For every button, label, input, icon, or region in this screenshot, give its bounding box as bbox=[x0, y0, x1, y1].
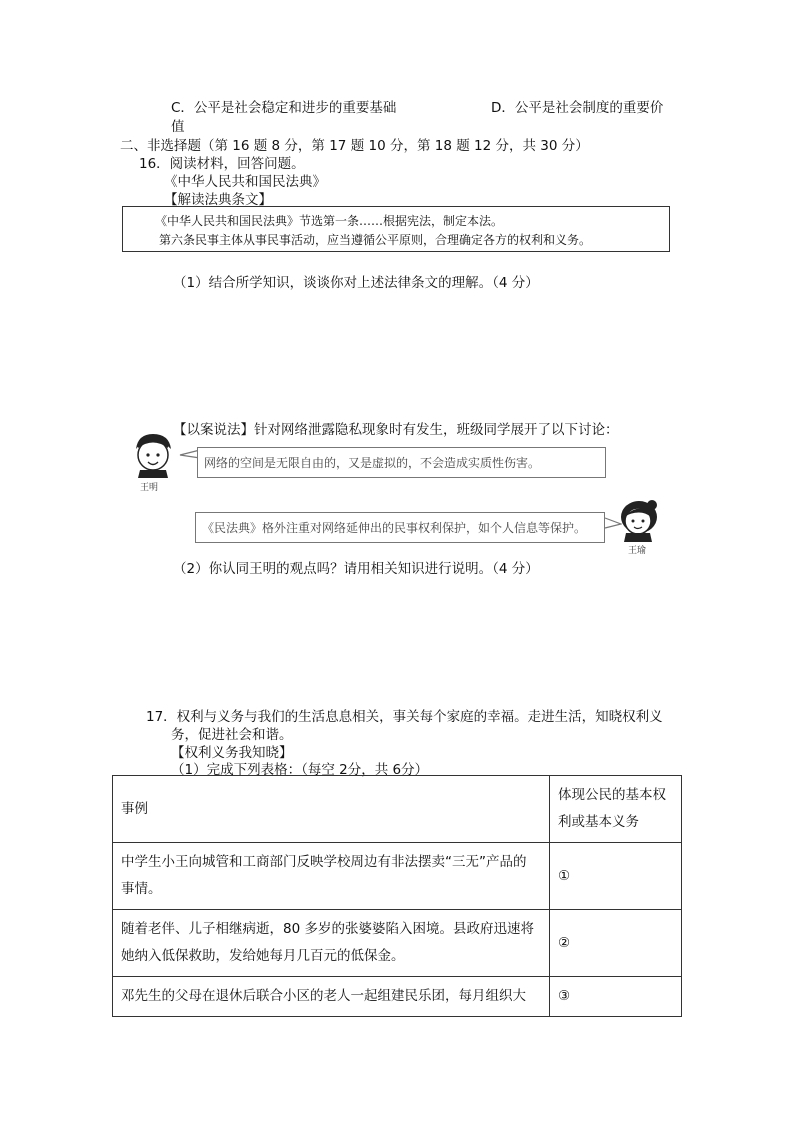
q16-sub2: （2）你认同王明的观点吗？请用相关知识进行说明。（4 分） bbox=[173, 561, 539, 577]
q17-sub1: （1）完成下列表格：（每空 2分，共 6分） bbox=[171, 762, 429, 778]
table-cell-blank[interactable]: ③ bbox=[550, 977, 682, 1017]
case-line-1: 邓先生的父母在退休后联合小区的老人一起组建民乐团，每月组织大 bbox=[121, 988, 526, 1004]
table-row bbox=[113, 910, 682, 977]
option-d-continuation: 值 bbox=[171, 119, 185, 135]
section-heading: 二、非选择题（第 16 题 8 分，第 17 题 10 分，第 18 题 12 分，共 30 分） bbox=[120, 138, 589, 154]
wang-ming-label: 王明 bbox=[140, 482, 159, 492]
table-row bbox=[113, 977, 682, 1017]
option-d: D．公平是社会制度的重要价 bbox=[491, 100, 664, 116]
wang-ming-speech-bubble: 网络的空间是无限自由的，又是虚拟的，不会造成实质性伤害。 bbox=[197, 447, 606, 478]
law-line-2: 第六条民事主体从事民事活动，应当遵循公平原则，合理确定各方的权利和义务。 bbox=[159, 233, 592, 247]
wang-yu-label: 王瑜 bbox=[628, 545, 647, 555]
law-line-1: 《中华人民共和国民法典》节选第一条……根据宪法，制定本法。 bbox=[155, 214, 504, 228]
table-header-row bbox=[113, 776, 682, 843]
wang-ming-avatar bbox=[128, 431, 178, 491]
table-cell-blank[interactable]: ② bbox=[550, 910, 682, 977]
table-header-right-line-1: 体现公民的基本权 bbox=[558, 787, 666, 803]
law-text-box bbox=[122, 206, 670, 252]
rights-duties-table bbox=[112, 775, 682, 1017]
q16-case-tag: 【以案说法】针对网络泄露隐私现象时有发生，班级同学展开了以下讨论： bbox=[173, 422, 619, 438]
table-cell-blank[interactable]: ① bbox=[550, 843, 682, 910]
wang-yu-speech-bubble: 《民法典》格外注重对网络延伸出的民事权利保护，如个人信息等保护。 bbox=[195, 512, 605, 543]
table-row bbox=[113, 843, 682, 910]
q17-stem-line-1: 17．权利与义务与我们的生活息息相关，事关每个家庭的幸福。走进生活，知晓权利义 bbox=[146, 709, 663, 725]
case-line-2: 事情。 bbox=[121, 881, 162, 897]
q16-book-title: 《中华人民共和国民法典》 bbox=[164, 174, 326, 190]
case-line-1: 随着老伴、儿子相继病逝，80 多岁的张婆婆陷入困境。县政府迅速将 bbox=[121, 921, 534, 937]
case-line-2: 她纳入低保救助，发给她每月几百元的低保金。 bbox=[121, 948, 405, 964]
q17-tag: 【权利义务我知晓】 bbox=[171, 745, 293, 761]
q16-sub1: （1）结合所学知识，谈谈你对上述法律条文的理解。（4 分） bbox=[173, 275, 539, 291]
q16-tag-interpret: 【解读法典条文】 bbox=[164, 192, 272, 208]
wang-yu-avatar bbox=[614, 497, 664, 557]
q17-stem-line-2: 务，促进社会和谐。 bbox=[171, 727, 293, 743]
table-cell-case bbox=[113, 843, 550, 910]
q16-stem: 16．阅读材料，回答问题。 bbox=[139, 156, 305, 172]
case-line-1: 中学生小王向城管和工商部门反映学校周边有非法摆卖“三无”产品的 bbox=[121, 854, 527, 870]
table-header-right-line-2: 利或基本义务 bbox=[558, 814, 639, 830]
table-header-case: 事例 bbox=[113, 776, 550, 843]
option-c: C．公平是社会稳定和进步的重要基础 bbox=[171, 100, 397, 116]
table-cell-case bbox=[113, 977, 550, 1017]
table-cell-case bbox=[113, 910, 550, 977]
table-header-right bbox=[550, 776, 682, 843]
